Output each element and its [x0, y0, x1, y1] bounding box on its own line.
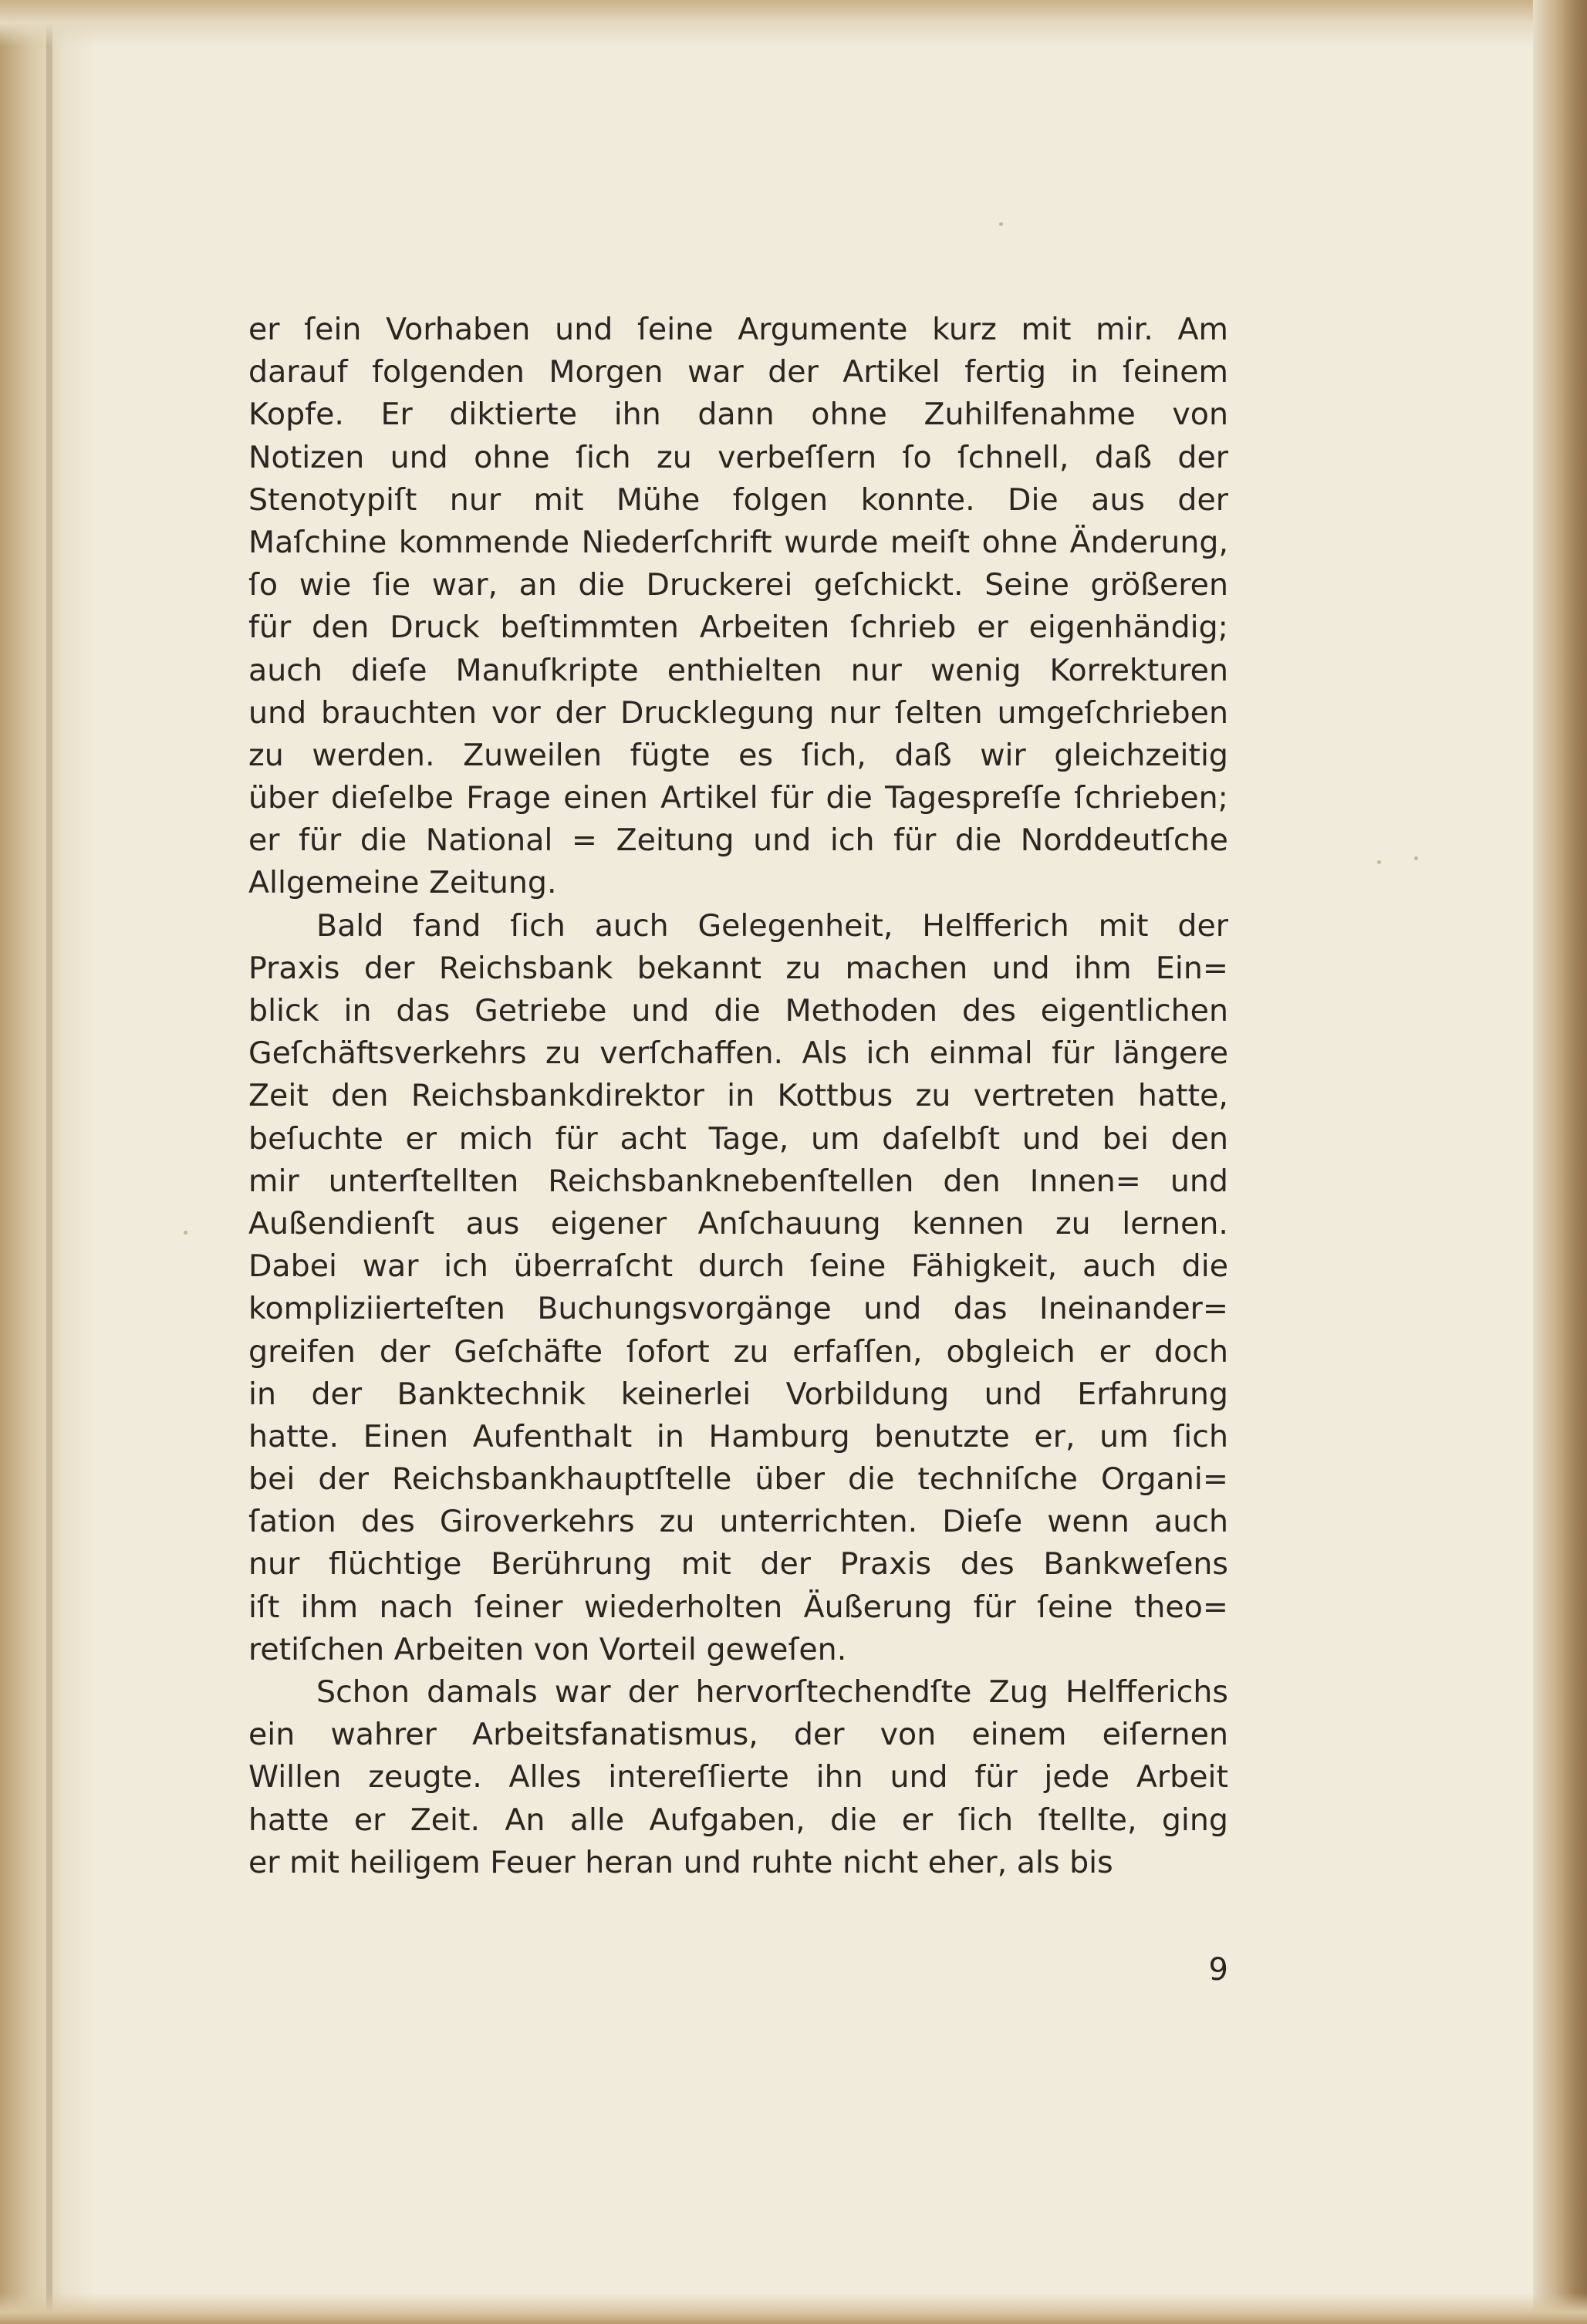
- paper-speck: [184, 1231, 187, 1235]
- text-line: Schon damals war der hervorſtechendſte Zug Helfferichs: [316, 1674, 1228, 1710]
- paragraph: [248, 1671, 1228, 1884]
- text-line: kompliziierteſten Buchungsvorgänge und das Ineinander=: [248, 1291, 1228, 1327]
- text-line: er mit heiligem Feuer heran und ruhte nicht eher, als bis: [248, 1844, 1113, 1880]
- text-line: er für die National = Zeitung und ich für die Norddeutſche: [248, 823, 1228, 859]
- text-line: er ſein Vorhaben und ſeine Argumente kurz mit mir. Am: [248, 312, 1228, 347]
- text-line: Außendienſt aus eigener Anſchauung kennen zu lernen.: [248, 1205, 1228, 1241]
- text-line: darauf folgenden Morgen war der Artikel fertig in ſeinem: [248, 354, 1228, 390]
- text-line: hatte. Einen Aufenthalt in Hamburg benutzte er, um ſich: [248, 1418, 1228, 1454]
- text-line: blick in das Getriebe und die Methoden des eigentlichen: [248, 993, 1228, 1029]
- text-line: Zeit den Reichsbankdirektor in Kottbus zu vertreten hatte,: [248, 1078, 1228, 1114]
- text-line: beſuchte er mich für acht Tage, um daſelbſt und bei den: [248, 1120, 1228, 1157]
- text-line: ſo wie ſie war, an die Druckerei geſchickt. Seine größeren: [248, 567, 1228, 603]
- text-line: Bald fand ſich auch Gelegenheit, Helfferich mit der: [316, 907, 1228, 944]
- text-line: Dabei war ich überraſcht durch ſeine Fähigkeit, auch die: [248, 1248, 1228, 1285]
- text-line: in der Banktechnik keinerlei Vorbildung und Erfahrung: [248, 1376, 1228, 1412]
- paper-speck: [1377, 860, 1381, 864]
- text-line: Praxis der Reichsbank bekannt zu machen und ihm Ein=: [248, 950, 1228, 986]
- text-line: und brauchten vor der Drucklegung nur ſelten umgeſchrieben: [248, 694, 1228, 731]
- text-line: Kopfe. Er diktierte ihn dann ohne Zuhilfenahme von: [248, 397, 1228, 433]
- text-line: Allgemeine Zeitung.: [248, 865, 557, 901]
- paper-speck: [1414, 856, 1418, 860]
- text-line: Stenotypiſt nur mit Mühe folgen konnte. Die aus der: [248, 481, 1228, 518]
- text-line: zu werden. Zuweilen fügte es ſich, daß wir gleichzeitig: [248, 737, 1228, 773]
- text-line: auch dieſe Manuſkripte enthielten nur wenig Korrekturen: [248, 652, 1228, 688]
- text-line: Geſchäftsverkehrs zu verſchaffen. Als ich einmal für längere: [248, 1035, 1228, 1072]
- text-line: über dieſelbe Frage einen Artikel für die Tagespreſſe ſchrieben;: [248, 780, 1228, 816]
- text-line: für den Druck beſtimmten Arbeiten ſchrieb er eigenhändig;: [248, 610, 1228, 646]
- text-line: ſation des Giroverkehrs zu unterrichten. Dieſe wenn auch: [248, 1504, 1228, 1540]
- text-line: Maſchine kommende Niederſchrift wurde meiſt ohne Änderung,: [248, 524, 1228, 560]
- page-bottom-edge: [0, 2293, 1587, 2324]
- text-line: retiſchen Arbeiten von Vorteil geweſen.: [248, 1631, 847, 1667]
- text-line: iſt ihm nach ſeiner wiederholten Äußerung für ſeine theo=: [248, 1589, 1228, 1625]
- paragraph: [248, 905, 1228, 1671]
- page-number: 9: [1208, 1952, 1228, 1988]
- page-gutter-fold: [46, 0, 52, 2324]
- text-line: nur flüchtige Berührung mit der Praxis des Bankweſens: [248, 1546, 1228, 1583]
- paragraph: [248, 309, 1228, 905]
- text-line: mir unterſtellten Reichsbanknebenſtellen den Innen= und: [248, 1163, 1228, 1199]
- text-line: bei der Reichsbankhauptſtelle über die techniſche Organi=: [248, 1461, 1228, 1498]
- body-text: [248, 309, 1228, 1884]
- text-line: Notizen und ohne ſich zu verbeſſern ſo ſchnell, daß der: [248, 439, 1228, 475]
- paper-speck: [999, 222, 1003, 226]
- text-line: ein wahrer Arbeitsfanatismus, der von einem eiſernen: [248, 1717, 1228, 1753]
- page-right-edge: [1533, 0, 1587, 2324]
- text-line: hatte er Zeit. An alle Aufgaben, die er ſich ſtellte, ging: [248, 1802, 1228, 1838]
- page-top-edge: [0, 0, 1587, 46]
- text-line: greifen der Geſchäfte ſofort zu erfaſſen, obgleich er doch: [248, 1333, 1228, 1370]
- text-line: Willen zeugte. Alles intereſſierte ihn und für jede Arbeit: [248, 1759, 1228, 1795]
